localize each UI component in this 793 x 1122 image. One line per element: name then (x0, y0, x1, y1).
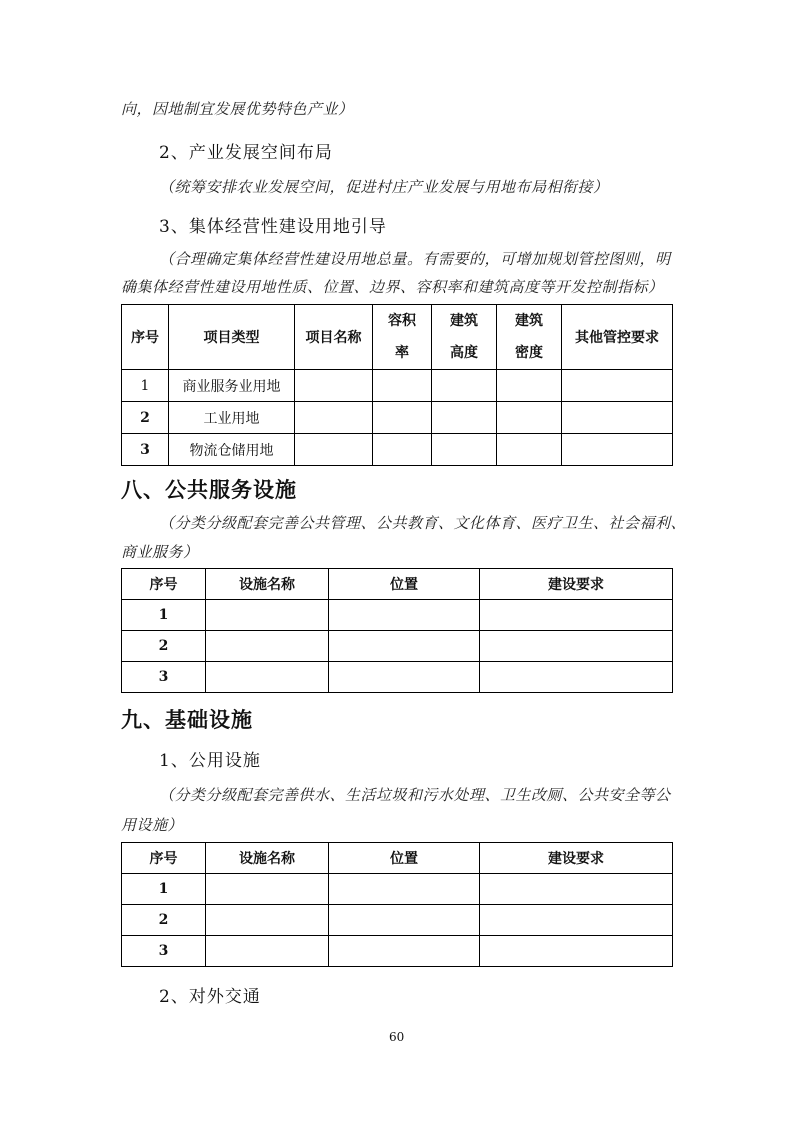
row-type: 工业用地 (169, 402, 295, 434)
cell-empty (206, 905, 329, 936)
row-number: 1 (122, 370, 169, 402)
table-row (122, 874, 673, 905)
col-header-other: 其他管控要求 (562, 305, 673, 370)
heading-public-services: 八、公共服务设施 (121, 478, 297, 502)
row-number: 2 (122, 631, 206, 662)
paragraph-tail: 向，因地制宜发展优势特色产业） (121, 100, 354, 118)
table-row (122, 434, 673, 466)
col-header-height: 建筑高度 (432, 305, 497, 370)
col-header-no: 序号 (122, 569, 206, 600)
heading8-note-line2: 商业服务） (121, 543, 199, 561)
row-number: 2 (122, 905, 206, 936)
col-header-density: 建筑密度 (497, 305, 562, 370)
subsection-utilities: 1、公用设施 (159, 751, 261, 771)
row-number: 1 (122, 600, 206, 631)
row-type: 物流仓储用地 (169, 434, 295, 466)
cell-empty (329, 600, 480, 631)
cell-empty (295, 434, 373, 466)
cell-empty (373, 370, 432, 402)
row-number: 2 (122, 402, 169, 434)
cell-empty (373, 402, 432, 434)
public-facilities-table (121, 568, 673, 693)
cell-empty (480, 631, 673, 662)
cell-empty (295, 370, 373, 402)
cell-empty (329, 905, 480, 936)
cell-empty (295, 402, 373, 434)
col-header-facility: 设施名称 (206, 843, 329, 874)
section-note-3-line2: 确集体经营性建设用地性质、位置、边界、容积率和建筑高度等开发控制指标） (121, 278, 664, 296)
cell-empty (432, 434, 497, 466)
subsection-external-transport: 2、对外交通 (159, 987, 261, 1007)
col-header-no: 序号 (122, 305, 169, 370)
heading8-note-line1: （分类分级配套完善公共管理、公共教育、文化体育、医疗卫生、社会福利、 (159, 514, 687, 532)
cell-empty (497, 402, 562, 434)
cell-empty (480, 874, 673, 905)
table-row (122, 662, 673, 693)
col-header-facility: 设施名称 (206, 569, 329, 600)
cell-empty (480, 662, 673, 693)
cell-empty (562, 434, 673, 466)
col-header-requirement: 建设要求 (480, 569, 673, 600)
land-use-table (121, 304, 673, 466)
section-note-3-line1: （合理确定集体经营性建设用地总量。有需要的，可增加规划管控图则，明 (159, 250, 671, 268)
cell-empty (480, 936, 673, 967)
col-header-location: 位置 (329, 843, 480, 874)
page-number: 60 (389, 1030, 405, 1044)
cell-empty (497, 370, 562, 402)
table-row (122, 402, 673, 434)
cell-empty (206, 662, 329, 693)
row-number: 3 (122, 434, 169, 466)
col-header-requirement: 建设要求 (480, 843, 673, 874)
cell-empty (562, 370, 673, 402)
row-number: 3 (122, 936, 206, 967)
table-row (122, 600, 673, 631)
cell-empty (206, 874, 329, 905)
col-header-location: 位置 (329, 569, 480, 600)
cell-empty (206, 600, 329, 631)
section-title-2: 2、产业发展空间布局 (159, 143, 333, 163)
row-number: 3 (122, 662, 206, 693)
col-header-name: 项目名称 (295, 305, 373, 370)
cell-empty (432, 402, 497, 434)
cell-empty (329, 662, 480, 693)
utilities-table (121, 842, 673, 967)
utilities-note-line2: 用设施） (121, 816, 184, 834)
table-row (122, 370, 673, 402)
table-row (122, 905, 673, 936)
cell-empty (480, 905, 673, 936)
row-number: 1 (122, 874, 206, 905)
cell-empty (206, 631, 329, 662)
col-header-type: 项目类型 (169, 305, 295, 370)
cell-empty (206, 936, 329, 967)
utilities-note-line1: （分类分级配套完善供水、生活垃圾和污水处理、卫生改厕、公共安全等公 (159, 786, 671, 804)
section-note-2: （统筹安排农业发展空间，促进村庄产业发展与用地布局相衔接） (159, 178, 609, 196)
cell-empty (480, 600, 673, 631)
cell-empty (329, 631, 480, 662)
cell-empty (562, 402, 673, 434)
row-type: 商业服务业用地 (169, 370, 295, 402)
cell-empty (329, 936, 480, 967)
table-row (122, 936, 673, 967)
cell-empty (497, 434, 562, 466)
table-row (122, 631, 673, 662)
col-header-far: 容积率 (373, 305, 432, 370)
cell-empty (329, 874, 480, 905)
col-header-no: 序号 (122, 843, 206, 874)
heading-infrastructure: 九、基础设施 (121, 708, 253, 732)
section-title-3: 3、集体经营性建设用地引导 (159, 217, 387, 237)
cell-empty (432, 370, 497, 402)
cell-empty (373, 434, 432, 466)
